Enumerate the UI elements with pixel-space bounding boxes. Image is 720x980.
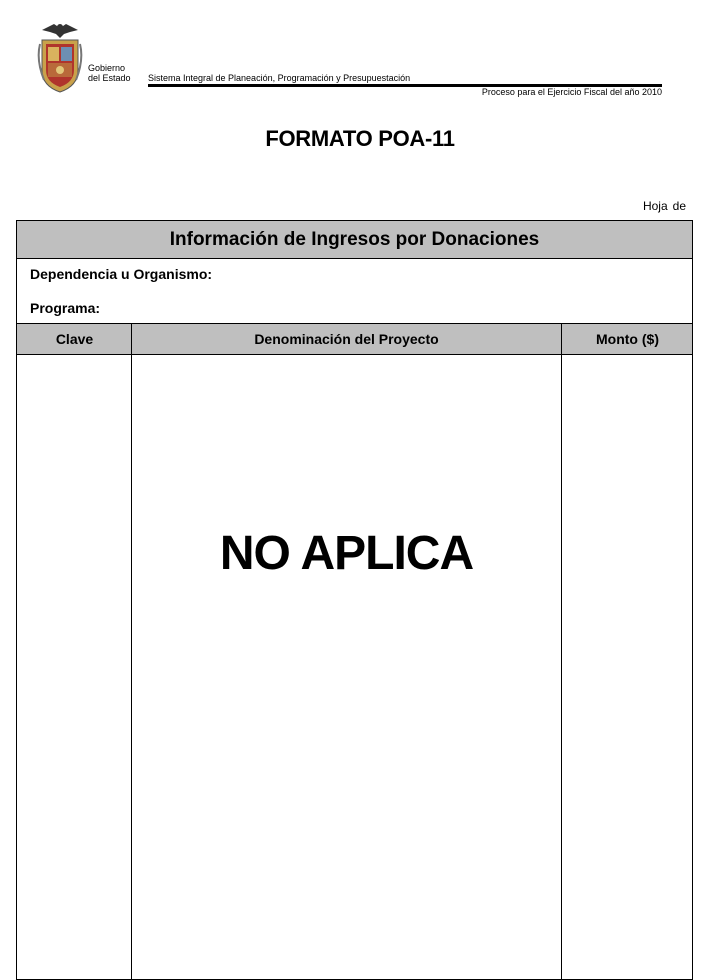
- column-header-monto: Monto ($): [596, 331, 659, 347]
- state-coat-of-arms-icon: [36, 20, 84, 96]
- page-counter: [643, 199, 686, 213]
- gobierno-label: [88, 63, 131, 83]
- section-title: Información de Ingresos por Donaciones: [17, 221, 692, 259]
- hoja-label: Hoja: [642, 199, 668, 213]
- gobierno-line-2: del Estado: [88, 73, 131, 83]
- dependencia-label: Dependencia u Organismo:: [30, 266, 213, 282]
- gobierno-line-1: Gobierno: [88, 63, 126, 73]
- no-aplica-placeholder: NO APLICA: [219, 527, 474, 580]
- programa-label: Programa:: [30, 300, 101, 316]
- column-header-denominacion: Denominación del Proyecto: [254, 331, 439, 347]
- de-label: de: [672, 199, 686, 213]
- column-divider: [131, 323, 132, 979]
- column-header-clave: Clave: [55, 331, 94, 347]
- table-header: [17, 323, 692, 355]
- system-name: Sistema Integral de Planeación, Programación y Presupuestación: [148, 73, 411, 83]
- process-label: Proceso para el Ejercicio Fiscal del año 2010: [481, 87, 662, 97]
- column-divider: [561, 323, 562, 979]
- page-title: FORMATO POA-11: [265, 126, 455, 151]
- donations-form: [16, 220, 693, 980]
